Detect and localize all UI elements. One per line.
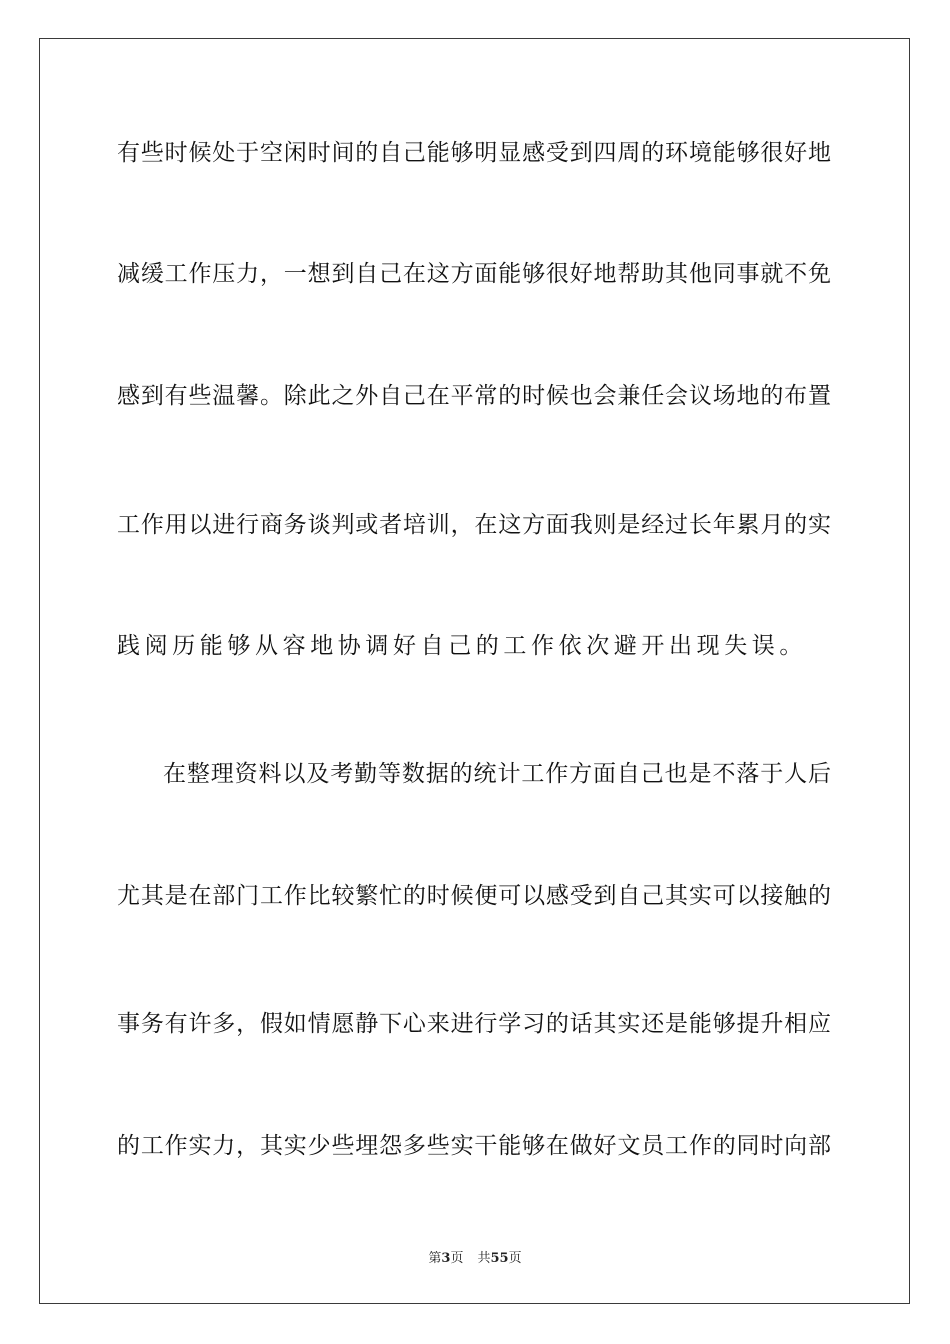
page-border (39, 38, 910, 1304)
paragraph-2-line-4: 的工作实力，其实少些埋怨多些实干能够在做好文员工作的同时向部 (117, 1133, 831, 1159)
paragraph-2-line-3: 事务有许多，假如情愿静下心来进行学习的话其实还是能够提升相应 (117, 1011, 831, 1037)
page-number: 3 (441, 1251, 451, 1266)
page-prefix: 第 (428, 1251, 442, 1266)
total-pages: 55 (490, 1251, 509, 1266)
page-suffix: 页 (450, 1251, 464, 1266)
total-prefix: 共 (477, 1251, 491, 1266)
paragraph-2-line-2: 尤其是在部门工作比较繁忙的时候便可以感受到自己其实可以接触的 (117, 883, 831, 909)
total-suffix: 页 (508, 1251, 522, 1266)
paragraph-1-line-1: 有些时候处于空闲时间的自己能够明显感受到四周的环境能够很好地 (117, 140, 831, 166)
paragraph-1-line-2: 减缓工作压力，一想到自己在这方面能够很好地帮助其他同事就不免 (117, 261, 831, 287)
paragraph-1-line-4: 工作用以进行商务谈判或者培训，在这方面我则是经过长年累月的实 (117, 512, 831, 538)
page-footer (0, 1251, 950, 1267)
paragraph-1-line-3: 感到有些温馨。除此之外自己在平常的时候也会兼任会议场地的布置 (117, 383, 831, 409)
paragraph-1-line-5: 践阅历能够从容地协调好自己的工作依次避开出现失误。 (117, 633, 807, 659)
paragraph-2-line-1: 在整理资料以及考勤等数据的统计工作方面自己也是不落于人后 (163, 761, 831, 787)
